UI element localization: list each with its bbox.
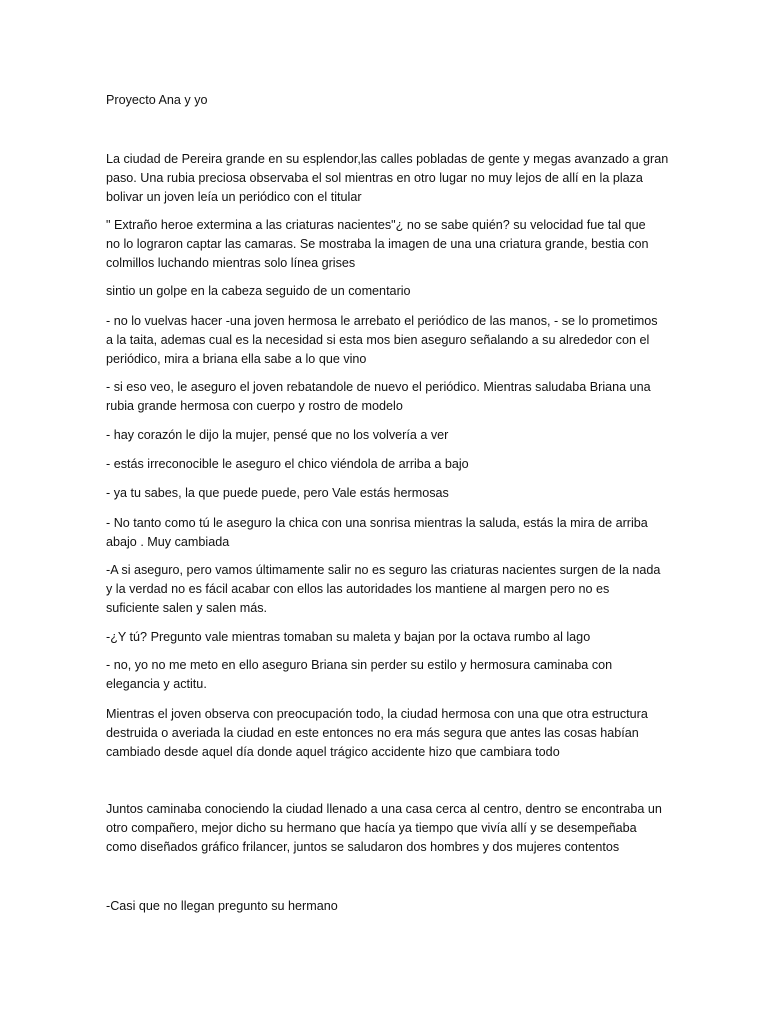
text-line: -¿Y tú? Pregunto vale mientras tomaban su maleta y bajan por la octava rumbo al lago: [106, 630, 591, 644]
text-line: - si eso veo, le aseguro el joven rebatandole de nuevo el periódico. Mientras saludaba Briana una: [106, 380, 651, 394]
text-line: paso. Una rubia preciosa observaba el sol mientras en otro lugar no muy lejos de allí en la plaza: [106, 171, 643, 185]
text-line: La ciudad de Pereira grande en su esplendor,las calles pobladas de gente y megas avanzado a gran: [106, 152, 669, 166]
text-line: elegancia y actitu.: [106, 677, 207, 691]
text-line: Mientras el joven observa con preocupación todo, la ciudad hermosa con una que otra estructura: [106, 707, 648, 721]
text-line: - estás irreconocible le aseguro el chico viéndola de arriba a bajo: [106, 457, 469, 471]
text-line: a la taita, ademas cual es la necesidad si esta mos bien aseguro señalando a su alrededor con el: [106, 333, 650, 347]
text-line: y la verdad no es fácil acabar con ellos las autoridades los mantiene al margen pero no es: [106, 582, 610, 596]
text-line: " Extraño heroe extermina a las criaturas nacientes"¿ no se sabe quién? su velocidad fue tal que: [106, 218, 646, 232]
text-line: cambiado desde aquel día donde aquel trágico accidente hizo que cambiara todo: [106, 745, 560, 759]
text-line: - no, yo no me meto en ello aseguro Briana sin perder su estilo y hermosura caminaba con: [106, 658, 613, 672]
text-line: Juntos caminaba conociendo la ciudad llenado a una casa cerca al centro, dentro se encontraba un: [106, 802, 662, 816]
text-line: bolivar un joven leía un periódico con el titular: [106, 190, 362, 204]
text-line: - hay corazón le dijo la mujer, pensé que no los volvería a ver: [106, 428, 449, 442]
text-line: rubia grande hermosa con cuerpo y rostro de modelo: [106, 399, 403, 413]
text-line: suficiente salen y salen más.: [106, 601, 268, 615]
document-title: Proyecto Ana y yo: [106, 93, 208, 107]
text-line: no lo lograron captar las camaras. Se mostraba la imagen de una una criatura grande, bestia con: [106, 237, 649, 251]
text-line: destruida o averiada la ciudad en este entonces no era más segura que antes las cosas habían: [106, 726, 639, 740]
text-line: - ya tu sabes, la que puede puede, pero Vale estás hermosas: [106, 486, 449, 500]
text-line: - no lo vuelvas hacer -una joven hermosa le arrebato el periódico de las manos, - se lo prometimos: [106, 314, 658, 328]
text-line: colmillos luchando mientras solo línea grises: [106, 256, 356, 270]
text-line: - No tanto como tú le aseguro la chica con una sonrisa mientras la saluda, estás la mira de arriba: [106, 516, 648, 530]
text-line: sintio un golpe en la cabeza seguido de un comentario: [106, 284, 411, 298]
text-line: abajo . Muy cambiada: [106, 535, 230, 549]
text-line: como diseñados gráfico frilancer, juntos se saludaron dos hombres y dos mujeres contentos: [106, 840, 620, 854]
text-line: periódico, mira a briana ella sabe a lo que vino: [106, 352, 367, 366]
text-line: -Casi que no llegan pregunto su hermano: [106, 899, 338, 913]
text-line: otro compañero, mejor dicho su hermano que hacía ya tiempo que vivía allí y se desempeñaba: [106, 821, 637, 835]
text-line: -A si aseguro, pero vamos últimamente salir no es seguro las criaturas nacientes surgen de la nada: [106, 563, 661, 577]
